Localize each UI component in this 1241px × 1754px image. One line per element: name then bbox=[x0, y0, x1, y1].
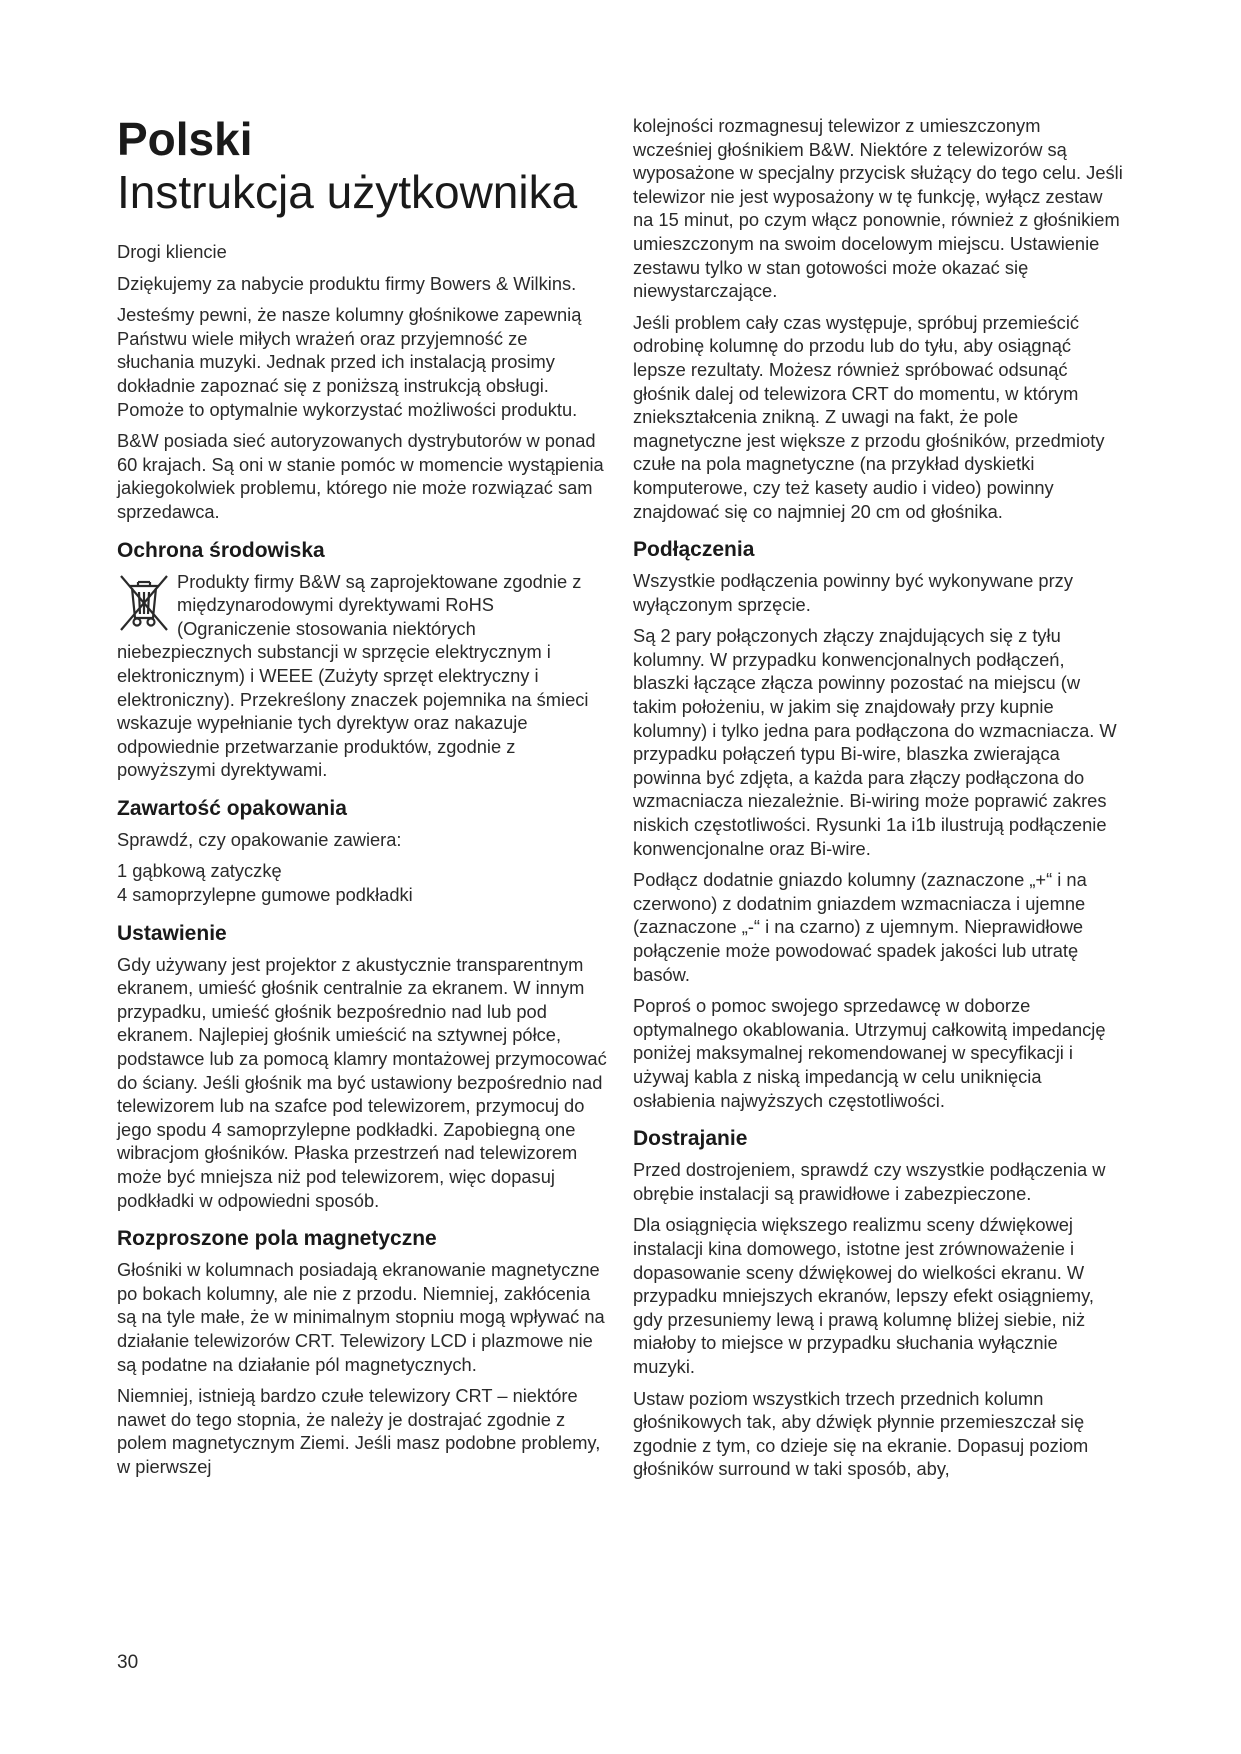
intro-paragraph-1: Dziękujemy za nabycie produktu firmy Bowers & Wilkins. bbox=[117, 272, 577, 294]
crossed-out-wheelie-bin-icon bbox=[115, 572, 173, 634]
contents-list bbox=[117, 859, 607, 906]
connections-heading: Podłączenia bbox=[633, 538, 755, 562]
list-item: 4 samoprzylepne gumowe podkładki bbox=[117, 884, 413, 906]
magnetic-paragraph-3: Jeśli problem cały czas występuje, spróbuj przemieścić odrobinę kolumnę do przodu lub do tyłu, aby osiągnąć lepsze rezultaty. Możesz również spróbować odsunąć głośnik dalej od telewizora CRT do momentu, w którym zniekształcenia znikną. Z uwagi na fakt, że pole magnetyczne jest większe z przodu głośników, przedmioty czułe na pola magnetyczne (na przykład dyskietki komputerowe, czy też kasety audio i video) powinny znajdować się co najmniej 20 cm od głośnika. bbox=[633, 311, 1105, 522]
page-heading bbox=[117, 114, 607, 220]
magnetic-paragraph-2: Niemniej, istnieją bardzo czułe telewizory CRT – niektóre nawet do tego stopnia, że należy je dostrajać zgodnie z polem magnetycznym Ziemi. Jeśli masz podobne problemy, w pierwszej bbox=[117, 1385, 601, 1477]
positioning-heading: Ustawienie bbox=[117, 921, 227, 945]
tuning-paragraph-3: Ustaw poziom wszystkich trzech przednich kolumn głośnikowych tak, aby dźwięk płynnie przemieszczał się zgodnie z tym, co dzieje się na ekranie. Dopasuj poziom głośników surround w taki sposób, aby, bbox=[633, 1387, 1089, 1480]
intro-paragraph-2: Jesteśmy pewni, że nasze kolumny głośnikowe zapewnią Państwu wiele miłych wrażeń oraz przyjemność ze słuchania muzyki. Jednak przed ich instalacją prosimy dokładnie zapoznać się z poniższą instrukcją obsługi. Pomoże to optymalnie wykorzystać możliwości produktu. bbox=[117, 304, 582, 420]
greeting: Drogi kliencie bbox=[117, 241, 227, 262]
magnetic-paragraph-2-continued: kolejności rozmagnesuj telewizor z umieszczonym wcześniej głośnikiem B&W. Niektóre z telewizorów są wyposażone w specjalny przycisk służący do tego celu. Jeśli telewizor nie jest wyposażony w tę funkcję, wyłącz zestaw na 15 minut, po czym włącz ponownie, również z głośnikiem umieszczonym na swoim docelowym miejscu. Ustawienie zestawu tylko w stan gotowości może okazać się niewystarczające. bbox=[633, 115, 1123, 302]
connections-paragraph-1: Wszystkie podłączenia powinny być wykonywane przy wyłączonym sprzęcie. bbox=[633, 570, 1073, 615]
tuning-paragraph-2: Dla osiągnięcia większego realizmu sceny dźwiękowej instalacji kina domowego, istotne jest zrównoważenie i dopasowanie sceny dźwiękowej do wielkości ekranu. W przypadku mniejszych ekranów, lepszy efekt osiągniemy, gdy przesuniemy lewą i prawą kolumnę bliżej siebie, niż miałoby to miejsce w przypadku słuchania wyłącznie muzyki. bbox=[633, 1214, 1094, 1377]
tuning-paragraph-1: Przed dostrojeniem, sprawdź czy wszystkie podłączenia w obrębie instalacji są prawidłowe i zabezpieczone. bbox=[633, 1159, 1106, 1204]
language-title: Polski bbox=[117, 113, 253, 165]
left-column bbox=[117, 114, 607, 1487]
connections-paragraph-3: Podłącz dodatnie gniazdo kolumny (zaznaczone „+“ i na czerwono) z dodatnim gniazdem wzmacniacza i ujemne (zaznaczone „-“ i na czarno) z ujemnym. Nieprawidłowe połączenie może powodować spadek jakości lub utratę basów. bbox=[633, 869, 1087, 985]
environment-paragraph: Produkty firmy B&W są zaprojektowane zgodnie z międzynarodowymi dyrektywami RoHS (Ograniczenie stosowania niektórych niebezpiecznych substancji w sprzęcie elektrycznym i elektronicznym) i WEEE (Zużyty sprzęt elektryczny i elektroniczny). Przekreślony znaczek pojemnika na śmieci wskazuje wypełnianie tych dyrektyw oraz nakazuje odpowiednie przetwarzanie produktów, zgodnie z powyższymi dyrektywami. bbox=[117, 570, 589, 781]
right-column bbox=[633, 114, 1123, 1489]
list-item: 1 gąbkową zatyczkę bbox=[117, 860, 282, 882]
environment-heading: Ochrona środowiska bbox=[117, 538, 325, 562]
magnetic-paragraph-1: Głośniki w kolumnach posiadają ekranowanie magnetyczne po bokach kolumny, ale nie z przodu. Niemniej, zakłócenia są na tyle małe, że w minimalnym stopniu mogą wpływać na działanie telewizorów CRT. Telewizory LCD i plazmowe nie są podatne na działanie pól magnetycznych. bbox=[117, 1259, 605, 1375]
page-number: 30 bbox=[117, 1652, 139, 1673]
connections-paragraph-2: Są 2 pary połączonych złączy znajdujących się z tyłu kolumny. W przypadku konwencjonalnych podłączeń, blaszki łączące złącza powinny pozostać na miejscu (w takim położeniu, w jakim się znajdowały przy kupnie kolumny) i tylko jedna para podłączona do wzmacniacza. W przypadku połączeń typu Bi-wire, blaszka zwierająca powinna być zdjęta, a każda para złączy podłączona do wzmacniacza niezależnie. Bi-wiring może poprawić zakres niskich częstotliwości. Rysunki 1a i1b ilustrują podłączenie konwencjonalne oraz Bi-wire. bbox=[633, 625, 1117, 859]
magnetic-heading: Rozproszone pola magnetyczne bbox=[117, 1227, 437, 1251]
intro-paragraph-3: B&W posiada sieć autoryzowanych dystrybutorów w ponad 60 krajach. Są oni w stanie pomóc w momencie wystąpienia jakiegokolwiek problemu, którego nie może rozwiązać sam sprzedawca. bbox=[117, 430, 604, 522]
contents-heading: Zawartość opakowania bbox=[117, 796, 347, 820]
contents-intro: Sprawdź, czy opakowanie zawiera: bbox=[117, 828, 402, 850]
environment-section bbox=[117, 570, 607, 782]
positioning-paragraph: Gdy używany jest projektor z akustycznie transparentnym ekranem, umieść głośnik centralnie za ekranem. W innym przypadku, umieść głośnik bezpośrednio nad lub pod ekranem. Najlepiej głośnik umieścić na sztywnej półce, podstawce lub za pomocą klamry montażowej przymocować do ściany. Jeśli głośnik ma być ustawiony bezpośrednio nad telewizorem lub na szafce pod telewizorem, przymocuj do jego spodu 4 samoprzylepne podkładki. Zapobiegną one wibracjom głośników. Płaska przestrzeń nad telewizorem może być mniejsza niż pod telewizorem, więc dopasuj podkładki w odpowiedni sposób. bbox=[117, 953, 607, 1211]
connections-paragraph-4: Poproś o pomoc swojego sprzedawcę w doborze optymalnego okablowania. Utrzymuj całkowitą impedancję poniżej maksymalnej rekomendowanej w specyfikacji i używaj kabla z niską impedancją w celu uniknięcia osłabienia najwyższych częstotliwości. bbox=[633, 995, 1106, 1111]
document-title: Instrukcja użytkownika bbox=[117, 166, 578, 218]
tuning-heading: Dostrajanie bbox=[633, 1127, 748, 1151]
